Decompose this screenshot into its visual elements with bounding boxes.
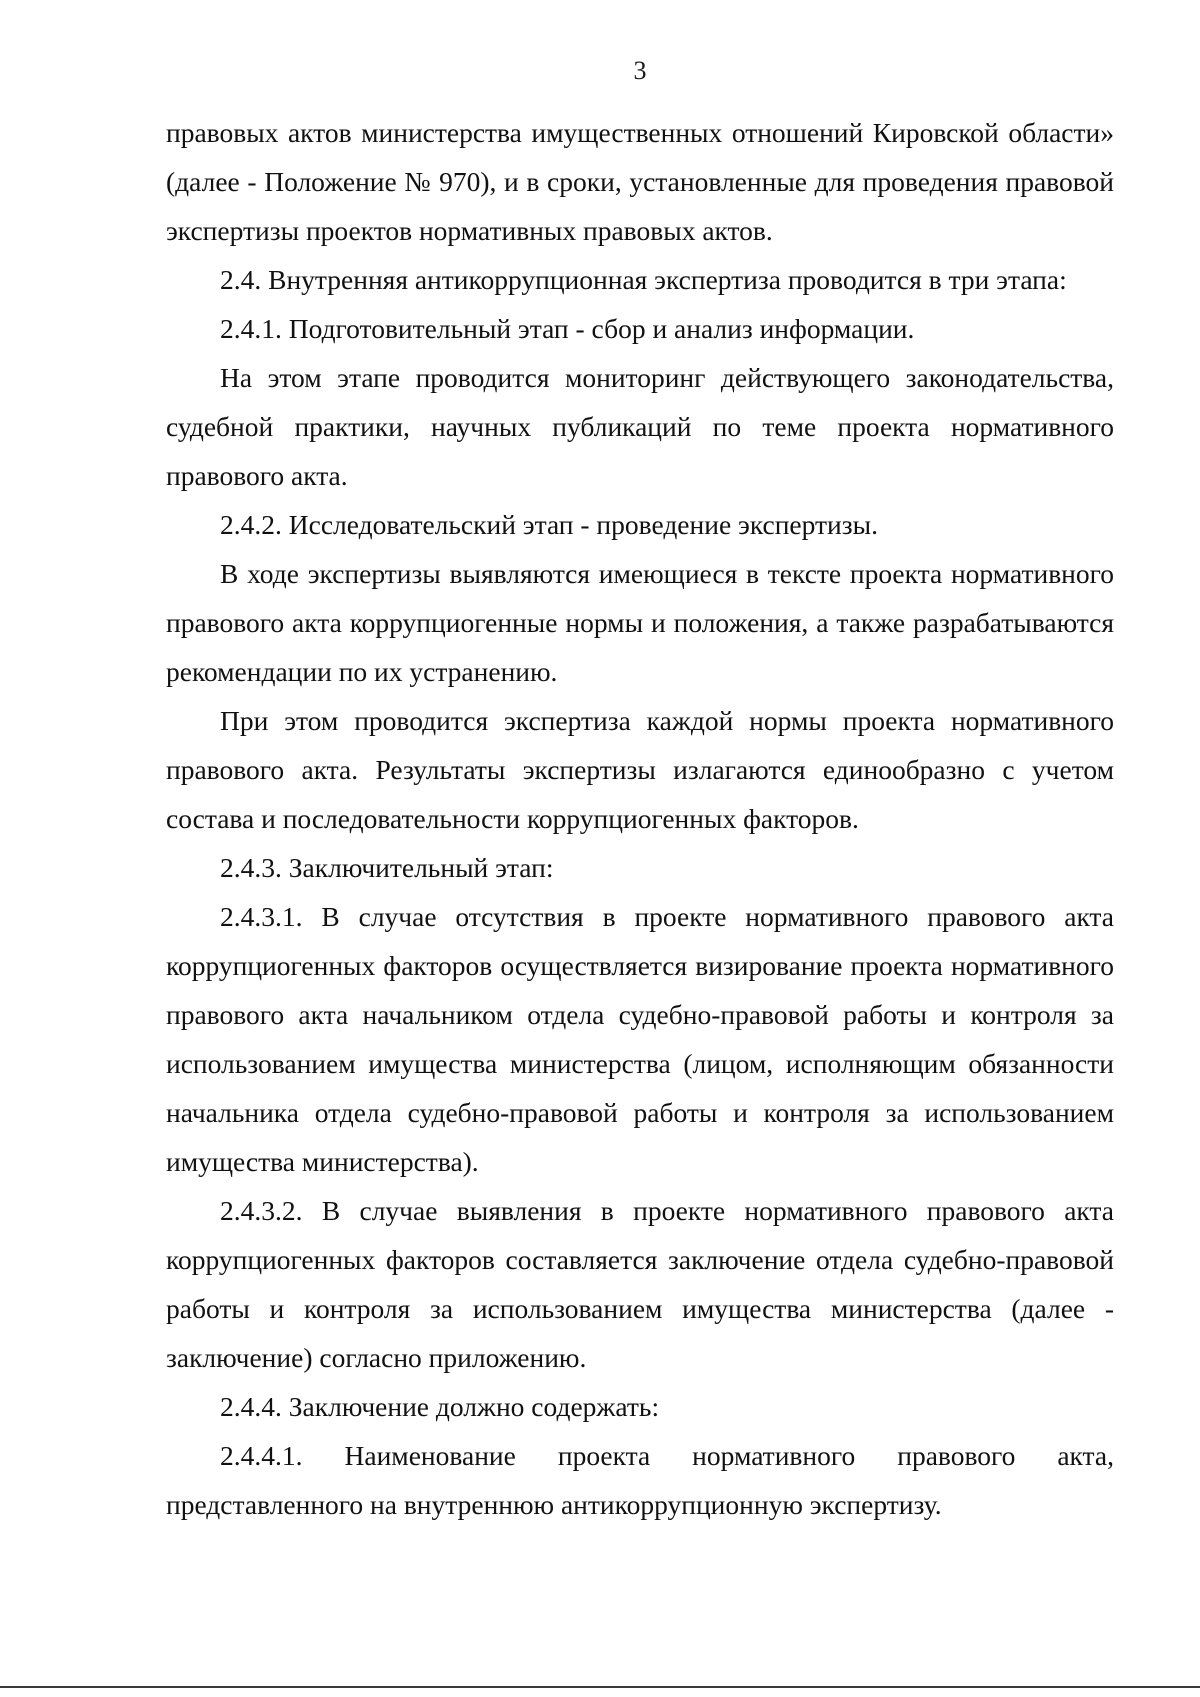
paragraph-expertise-findings: В ходе экспертизы выявляются имеющиеся в тексте проекта нормативного правового акта коррупциогенные нормы и положения, а также разрабатываются рекомендации по их устранению. xyxy=(166,558,1114,687)
paragraph-continuation: правовых актов министерства имущественных отношений Кировской области» (далее - Положение № 970), и в сроки, установленные для проведения правовой экспертизы проектов нормативных правовых актов. xyxy=(166,117,1114,246)
paragraph-2-4-1: 2.4.1. Подготовительный этап - сбор и анализ информации. xyxy=(220,313,915,344)
paragraph-2-4-4: 2.4.4. Заключение должно содержать: xyxy=(220,1391,660,1422)
page-number: 3 xyxy=(633,56,647,85)
paragraph-monitoring: На этом этапе проводится мониторинг действующего законодательства, судебной практики, научных публикаций по теме проекта нормативного правового акта. xyxy=(166,362,1114,491)
paragraph-2-4-3-1: 2.4.3.1. В случае отсутствия в проекте нормативного правового акта коррупциогенных факторов осуществляется визирование проекта нормативного правового акта начальником отдела судебно-правовой работы и контроля за использованием имущества министерства (лицом, исполняющим обязанности начальника отдела судебно-правовой работы и контроля за использованием имущества министерства). xyxy=(166,901,1114,1177)
paragraph-expertise-each-norm: При этом проводится экспертиза каждой нормы проекта нормативного правового акта. Результаты экспертизы излагаются единообразно с учетом состава и последовательности коррупциогенных факторов. xyxy=(166,705,1114,834)
paragraph-2-4-3-2: 2.4.3.2. В случае выявления в проекте нормативного правового акта коррупциогенных факторов составляется заключение отдела судебно-правовой работы и контроля за использованием имущества министерства (далее - заключение) согласно приложению. xyxy=(166,1195,1114,1373)
body-text xyxy=(166,108,1114,1529)
paragraph-2-4-4-1: 2.4.4.1. Наименование проекта нормативного правового акта, представленного на внутреннюю антикоррупционную экспертизу. xyxy=(166,1440,1114,1520)
paragraph-2-4: 2.4. Внутренняя антикоррупционная экспертиза проводится в три этапа: xyxy=(220,264,1067,295)
paragraph-2-4-3: 2.4.3. Заключительный этап: xyxy=(220,852,554,883)
paragraph-2-4-2: 2.4.2. Исследовательский этап - проведение экспертизы. xyxy=(220,509,878,540)
scan-bottom-edge xyxy=(0,1686,1200,1688)
